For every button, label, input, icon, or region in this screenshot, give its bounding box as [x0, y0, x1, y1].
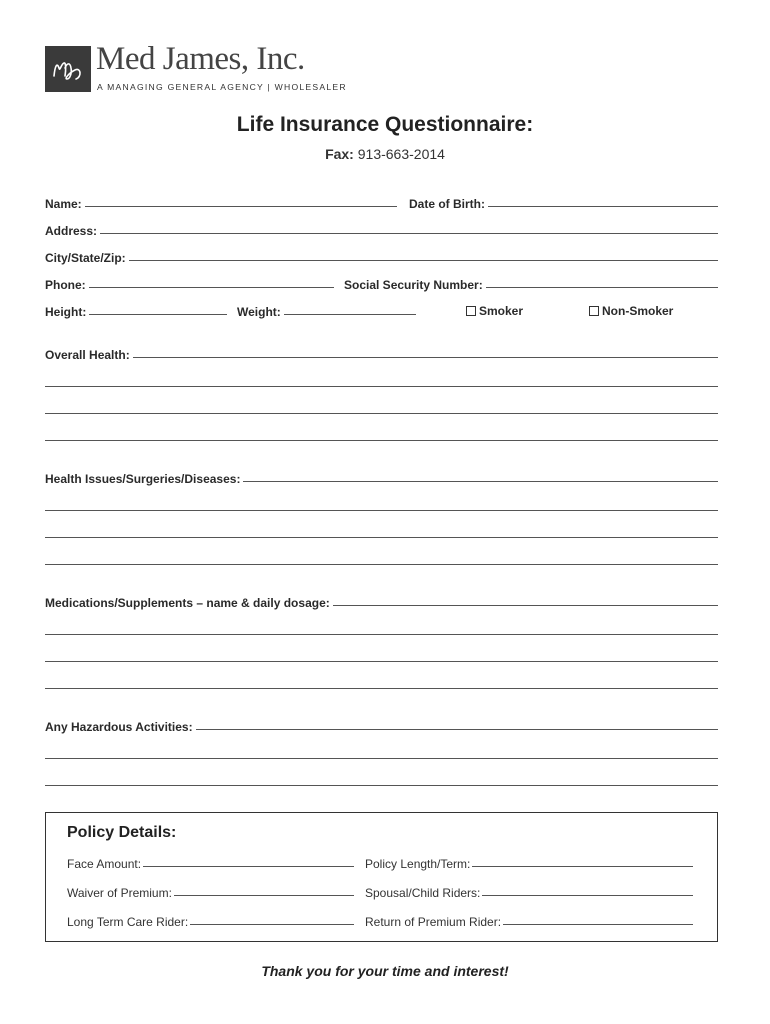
- dob-field[interactable]: [409, 193, 718, 211]
- return-premium-label: Return of Premium Rider:: [365, 915, 502, 929]
- phone-label: Phone:: [45, 278, 86, 292]
- height-line[interactable]: [89, 313, 227, 315]
- face-amount-label: Face Amount:: [67, 857, 142, 871]
- phone-field[interactable]: [45, 274, 334, 292]
- medications-field[interactable]: [45, 592, 718, 610]
- phone-line[interactable]: [89, 286, 334, 288]
- dob-line[interactable]: [488, 205, 718, 207]
- medications-line[interactable]: [333, 604, 718, 606]
- policy-length-label: Policy Length/Term:: [365, 857, 471, 871]
- dob-label: Date of Birth:: [409, 197, 485, 211]
- name-line[interactable]: [85, 205, 397, 207]
- policy-length-line[interactable]: [472, 865, 693, 867]
- page-title: Life Insurance Questionnaire:: [236, 113, 534, 136]
- medications-line-3[interactable]: [45, 661, 718, 662]
- health-issues-line[interactable]: [243, 480, 718, 482]
- weight-label: Weight:: [237, 305, 281, 319]
- return-premium-line[interactable]: [503, 923, 693, 925]
- waiver-line[interactable]: [174, 894, 354, 896]
- mj-monogram-icon: [45, 46, 91, 92]
- policy-title: Policy Details:: [67, 824, 177, 841]
- overall-health-field[interactable]: [45, 344, 718, 362]
- overall-health-line-2[interactable]: [45, 386, 718, 387]
- medications-line-4[interactable]: [45, 688, 718, 689]
- name-label: Name:: [45, 197, 82, 211]
- address-field[interactable]: [45, 220, 718, 238]
- hazardous-line-3[interactable]: [45, 785, 718, 786]
- ssn-label: Social Security Number:: [344, 278, 483, 292]
- smoker-box[interactable]: [466, 306, 476, 316]
- smoker-checkbox[interactable]: [466, 304, 523, 318]
- city-state-zip-label: City/State/Zip:: [45, 251, 126, 265]
- hazardous-line[interactable]: [196, 728, 718, 730]
- footer-thanks: Thank you for your time and interest!: [261, 963, 509, 979]
- fax-number: 913-663-2014: [357, 146, 445, 162]
- riders-line[interactable]: [482, 894, 693, 896]
- medications-label: Medications/Supplements – name & daily dosage:: [45, 596, 330, 610]
- health-issues-line-3[interactable]: [45, 537, 718, 538]
- company-logo: [45, 41, 347, 96]
- hazardous-line-2[interactable]: [45, 758, 718, 759]
- ltc-label: Long Term Care Rider:: [67, 915, 189, 929]
- non-smoker-box[interactable]: [589, 306, 599, 316]
- overall-health-label: Overall Health:: [45, 348, 130, 362]
- company-tagline: A MANAGING GENERAL AGENCY | WHOLESALER: [97, 82, 347, 92]
- weight-field[interactable]: [237, 301, 416, 319]
- hazardous-field[interactable]: [45, 716, 718, 734]
- address-line[interactable]: [100, 232, 718, 234]
- overall-health-line-4[interactable]: [45, 440, 718, 441]
- name-field[interactable]: [45, 193, 397, 211]
- overall-health-line-3[interactable]: [45, 413, 718, 414]
- policy-details-box: [45, 812, 718, 942]
- face-amount-field[interactable]: [67, 853, 354, 871]
- ssn-line[interactable]: [486, 286, 718, 288]
- ssn-field[interactable]: [344, 274, 718, 292]
- city-state-zip-field[interactable]: [45, 247, 718, 265]
- ltc-field[interactable]: [67, 911, 354, 929]
- height-field[interactable]: [45, 301, 227, 319]
- riders-label: Spousal/Child Riders:: [365, 886, 481, 900]
- weight-line[interactable]: [284, 313, 416, 315]
- non-smoker-label: Non-Smoker: [602, 304, 674, 318]
- fax-line: [0, 146, 770, 162]
- company-name: Med James, Inc.: [96, 41, 305, 77]
- overall-health-line[interactable]: [133, 356, 718, 358]
- health-issues-label: Health Issues/Surgeries/Diseases:: [45, 472, 241, 486]
- ltc-line[interactable]: [190, 923, 354, 925]
- city-state-zip-line[interactable]: [129, 259, 718, 261]
- hazardous-label: Any Hazardous Activities:: [45, 720, 193, 734]
- policy-length-field[interactable]: [365, 853, 693, 871]
- address-label: Address:: [45, 224, 98, 238]
- health-issues-line-2[interactable]: [45, 510, 718, 511]
- face-amount-line[interactable]: [143, 865, 354, 867]
- riders-field[interactable]: [365, 882, 693, 900]
- waiver-field[interactable]: [67, 882, 354, 900]
- return-premium-field[interactable]: [365, 911, 693, 929]
- health-issues-field[interactable]: [45, 468, 718, 486]
- medications-line-2[interactable]: [45, 634, 718, 635]
- fax-label: Fax:: [325, 146, 354, 162]
- height-label: Height:: [45, 305, 87, 319]
- smoker-label: Smoker: [479, 304, 524, 318]
- health-issues-line-4[interactable]: [45, 564, 718, 565]
- waiver-label: Waiver of Premium:: [67, 886, 172, 900]
- non-smoker-checkbox[interactable]: [589, 304, 673, 318]
